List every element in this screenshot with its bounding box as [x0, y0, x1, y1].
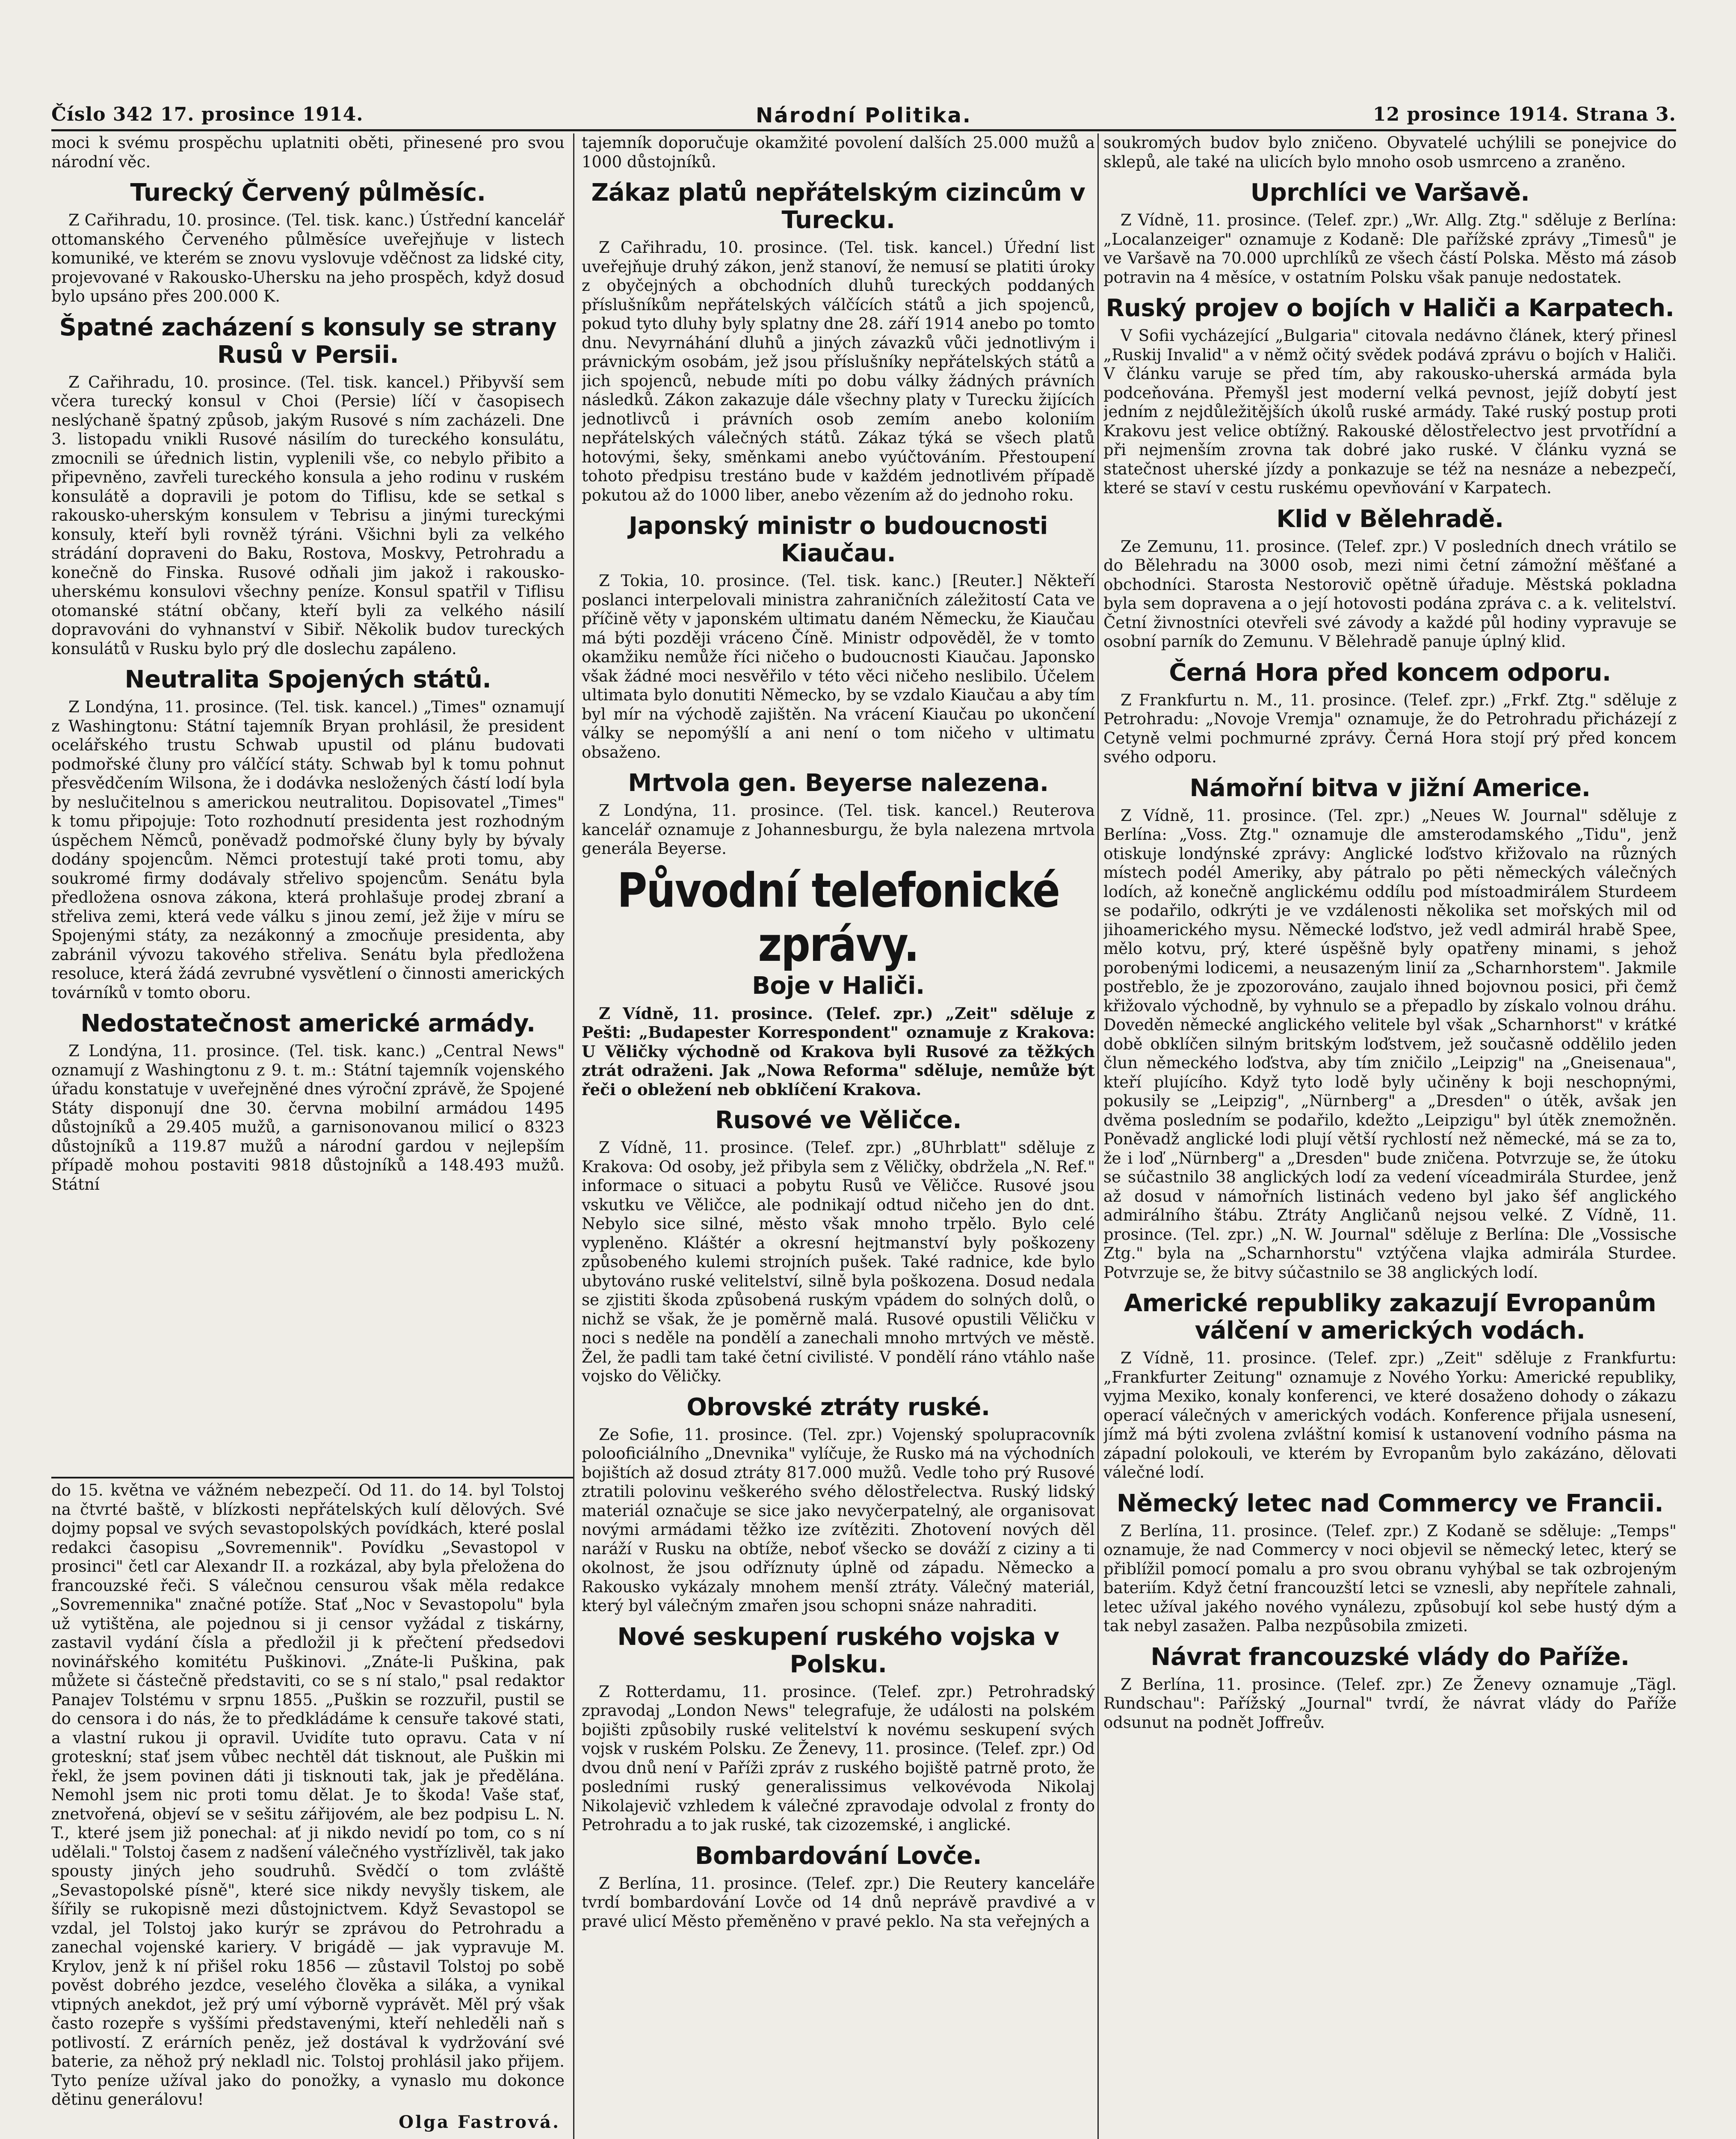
section-headline: Původní telefonické zprávy. — [617, 862, 1059, 972]
article-body: Z Cařihradu, 10. prosince. (Tel. tisk. kancel.) Úřední list uveřejňuje druhý zákon, jenž stanoví, že nemusí se platiti úroky z obyčejných a obchodních dluhů tureckých poddaných příslušníkům nepřátelských válčících států a jich spojenců, pokud tyto dluhy byly splatny dne 28. září 1914 anebo po tomto dnu. Nevyrnáhání dluhů a jiných závazků vůči jednotlivým i právnickým osobám, jež jsou příslušníky nepřátelských států a jich spojenců, nebude míti po dobu války žádných právních následků. Zákon zakazuje dále všechny platy v Turecku žijících jednotlivců i právních osob zemím anebo koloniím nepřátelských válečných států. Zákaz týká se všech platů hotovými, šeky, směnkami anebo vyúčtováním. Přestoupení tohoto předpisu trestáno bude v každém jednotlivém případě pokutou až do 1000 liber, anebo vězením až do jednoho roku. — [582, 238, 1095, 504]
article-body: Z Vídně, 11. prosince. (Telef. zpr.) „8Uhrblatt" sděluje z Krakova: Od osoby, jež přibyla sem z Věličky, obdržela „N. Ref." informace o situaci a pobytu Rusů ve Věličce. Rusové jsou vskutku ve Věličce, ale podnikají odtud ničeho jen do dnt. Nebylo sice silné, město však mnoho trpělo. Bylo celé vypleněno. Kláštér a okresní hejtmanství byly poškozeny způsobeného kulemi strojních pušek. Také radnice, kde bylo ubytováno ruské velitelství, silně byla poškozena. Dosud nedala se zjistiti škoda způsobená ruským vpádem do solných dolů, o nichž se však, že je poměrně malá. Rusové opustili Věličku v noci s neděle na pondělí a zanechali mnoho mrtvých ve městě. Žel, že padli tam také četní civilisté. V pondělí ráno vtáhlo naše vojsko do Věličky. — [582, 1138, 1095, 1385]
newspaper-title: Národní Politika. — [756, 104, 972, 127]
headline: Bombardování Lovče. — [695, 1842, 982, 1870]
article-body: Z Cařihradu, 10. prosince. (Tel. tisk. kanc.) Ústřední kancelář ottomanského Červeného půlměsíce uveřejňuje v listech komuniké, ve kterém se znovu vyslovuje vděčnost za lidské city, projevované v Rakousko-Uhersku na jeho prospěch, když dosud bylo upsáno přes 200.000 K. — [51, 211, 565, 305]
headline: Nedostatečnost americké armády. — [80, 1010, 535, 1037]
masthead-rule — [51, 129, 1676, 131]
column-2 — [582, 133, 1095, 2139]
headline: Nové seskupení ruského vojska v Polsku. — [617, 1623, 1059, 1678]
feuilleton — [51, 1481, 565, 2132]
page-date-number: 12 prosince 1914. Strana 3. — [1372, 104, 1676, 125]
article-body: Z Vídně, 11. prosince. (Telef. zpr.) „Zeit" sděluje z Frankfurtu: „Frankfurter Zeitung" oznamuje z Nového Yorku: Americké republiky, vyjma Mexiko, konaly konferenci, ve které dosaženo dohody o zákazu operací válečných v amerických vodách. Konference přijala usnesení, jímž má býti zvolena zvláštní komisí k ustanovení vodního pásma na západní polokouli, ve kterém by Evropanům bylo zakázáno, dělovati válečné lodí. — [1103, 1349, 1677, 1481]
headline: Boje v Haliči. — [752, 972, 925, 1000]
author-signature: Olga Fastrová. — [399, 2112, 560, 2132]
article-body: Z Berlína, 11. prosince. (Telef. zpr.) Z Kodaně se sděluje: „Temps" oznamuje, že nad Commercy v noci objevil se německý letec, který se přiblížil pomocí pomalu a pro svou obranu vyhýbal se tak ozbrojeným bateriím. Když četní francouzští letci se vznesli, aby nepřítele zahnali, letec užíval jakého nového vynálezu, způsobují kol sebe hustý dým a tak nebyl zasažen. Palba nezpůsobila zmizeti. — [1103, 1521, 1677, 1635]
column-divider — [1097, 133, 1099, 2139]
article-body: Z Vídně, 11. prosince. (Telef. zpr.) „Zeit" sděluje z Pešti: „Budapester Korrespondent" oznamuje z Krakova: U Věličky východně od Krakova byli Rusové za těžkých ztrát odraženi. Jak „Nowa Reforma" sděluje, nemůže být řeči o obležení neb obklíčení Krakova. — [582, 1004, 1095, 1099]
article-continuation: moci k svému prospěchu uplatniti oběti, přinesené pro svou národní věc. — [51, 133, 565, 171]
headline: Americké republiky zakazují Evropanům válčení v amerických vodách. — [1124, 1289, 1656, 1345]
article-body: Z Berlína, 11. prosince. (Telef. zpr.) Die Reutery kanceláře tvrdí bombardování Lovče od 14 dnů neprávě pravdivé a v pravé ulicí Město přeměněno v pravé peklo. Na sta veřejných a — [582, 1874, 1095, 1931]
column-3 — [1103, 133, 1677, 2139]
headline: Neutralita Spojených států. — [124, 666, 491, 693]
headline: Klid v Bělehradě. — [1276, 505, 1504, 533]
article-body: Ze Sofie, 11. prosince. (Tel. zpr.) Vojenský spolupracovník polooficiálního „Dnevnika" vylíčuje, že Rusko má na východních bojištích až dosud ztráty 817.000 mužů. Vedle toho prý Rusové ztratili polovinu veškerého svého dělostřelectva. Ruský lidský materiál označuje se sice jako nevyčerpatelný, ale organisovat novými armádami těžko ize zvítěziti. Zhotovení nových děl naráží v Rusku na obtíže, neboť všecko se dováží z ciziny a ti okolnost, že jsou odříznuty úplně od západu. Německo a Rakousko vykázaly mnohem menší ztráty. Válečný materiál, který byl válečným zmařen jsou schopni snáze nahraditi. — [582, 1425, 1095, 1615]
headline: Ruský projev o bojích v Haliči a Karpatech. — [1106, 294, 1674, 322]
masthead — [51, 102, 1676, 131]
article-body: Z Londýna, 11. prosince. (Tel. tisk. kanc.) „Central News" oznamují z Washingtonu z 9. t. m.: Státní tajemník vojenského úřadu konstatuje v uveřejněné dnes výroční zprávě, že Spojené Státy disponují dne 30. června mobilní armádou 1495 důstojníků a 29.405 mužů, a garnisonovanou milicí o 8323 důstojníků a 119.87 mužů a národní gardou v nejlepším případě mohou postaviti 9818 důstojníků a 148.493 mužů. Státní — [51, 1042, 565, 1194]
issue-number-date: Číslo 342 17. prosince 1914. — [51, 104, 364, 125]
column-1 — [51, 133, 565, 2139]
headline: Obrovské ztráty ruské. — [686, 1393, 990, 1421]
column-1-news — [51, 133, 565, 1472]
headline: Německý letec nad Commercy ve Francii. — [1116, 1489, 1664, 1517]
article-continuation: soukromých budov bylo zničeno. Obyvatelé uchýlili se ponejvice do sklepů, ale také na ulicích bylo mnoho osob usmrceno a zraněno. — [1103, 133, 1677, 171]
headline: Turecký Červený půlměsíc. — [130, 179, 486, 207]
article-body: Ze Zemunu, 11. prosince. (Telef. zpr.) V posledních dnech vrátilo se do Bělehradu na 3000 osob, mezi nimi četní zámožní měšťané a obchodníci. Starosta Nestorovič opětně úřaduje. Městská pokladna byla sem dopravena a o její hotovosti podána zpráva c. a k. velitelství. Četní živnostníci otevřeli své závody a každé půl hodiny vypravuje se osobní parník do Zemunu. V Bělehradě panuje úplný klid. — [1103, 537, 1677, 651]
column-divider — [573, 133, 574, 2139]
headline: Návrat francouzské vlády do Paříže. — [1150, 1643, 1630, 1671]
headline: Mrtvola gen. Beyerse nalezena. — [628, 769, 1049, 797]
article-body: Z Cařihradu, 10. prosince. (Tel. tisk. kancel.) Přibyvší sem včera turecký konsul v Choi (Persie) líčí v časopisech neslýchaně špatný způsob, jakým Rusové s ním zacházeli. Dne 3. listopadu vnikli Rusové násilím do tureckého konsulátu, zmocnili se úřednich listin, vyplenili vše, co nebylo přibito a připevněno, zavřeli tureckého konsula a jeho rodinu v ruském konsulátě a dopravili je potom do Tiflisu, kde se setkal s rakousko-uherským konsulem v Tebrisu a jinými tureckými konsuly, kteří byli rovněž týráni. Všichni byli za velkého strádání dopraveni do Baku, Rostova, Moskvy, Petrohradu a konečně do Finska. Rusové odňali jim jakož i rakousko-uherskému konsulovi všechny peníze. Konsul spatřil v Tiflisu otomanské státní občany, kteří byli za velkého násilí dopravováni do vyhnanství v Sibiř. Několik budov tureckých konsulátů v Rusku bylo prý dle doslechu zapáleno. — [51, 373, 565, 658]
headline: Japonský ministr o budoucnosti Kiaučau. — [629, 512, 1048, 567]
feuilleton-body: do 15. května ve vážném nebezpečí. Od 11. do 14. byl Tolstoj na čtvrté baště, v blízkosti nepřátelských kulí dělových. Své dojmy popsal ve svých sevastopolských povídkách, které poslal redakci časopisu „Sovremennik". Povídku „Sevastopol v prosinci" četl car Alexandr II. a rozkázal, aby byla přeložena do francouzské řeči. S válečnou censurou však měla redakce „Sovremennika" značné potíže. Stať „Noc v Sevastopolu" byla už vytištěna, ale pojednou si ji censor vyžádal z tiskárny, zastavil vydání čísla a předložil ji k přečtení předsedovi novinářského komitétu Puškinovi. „Znáte-li Puškina, pak můžete si částečně představiti, co se s ní stalo," psal redaktor Panajev Tolstému v srpnu 1855. „Puškin se rozzuřil, pustil se do censora i do nás, že to předkládáme k censuře takové stati, a vlastní rukou ji opravil. Uvidíte tuto opravu. Cata v ní groteskní; stať jsem vůbec nechtěl dát tisknout, ale Puškin mi řekl, že jsem povinen dáti ji tisknouti tak, jak je předělána. Nemohl jsem nic proti tomu dělat. Je to škoda! Vaše stať, znetvořená, objeví se v sešitu zářijovém, ale bez podpisu L. N. T., které jsem již ponechal: ať ji nikdo nevidí po tom, co s ní udělali." Tolstoj časem z nadšení válečného vystřízlivěl, tak jako spousty jiných jeho soudruhů. Svědčí o tom zvláště „Sevastopolské písně", které sice nikdy nevyšly tiskem, ale šířily se rukopisně mezi důstojnictvem. Když Sevastopol se vzdal, jel Tolstoj jako kurýr se zprávou do Petrohradu a zanechal vojenské kariery. V brigádě — jak vypravuje M. Krylov, jenž k ní přišel roku 1856 — zůstavil Tolstoj po sobě pověst dobrého jezdce, veselého člověka a siláka, a vynikal vtipných anekdot, jež prý umí výborně vyprávět. Měl prý však často rozepře s vyššími představenými, kteří nehleděli naň s potlivostí. Z erárních peněz, jež dostával k vydržování své baterie, za něhož prý nekladl nic. Tolstoj prohlásil jako přijem. Tyto peníze užíval jako do ponožky, a vynaslo mu dokonce dětinu generálovu! — [51, 1481, 565, 2109]
article-body: Z Frankfurtu n. M., 11. prosince. (Telef. zpr.) „Frkf. Ztg." sděluje z Petrohradu: „Novoje Vremja" oznamuje, že do Petrohradu přicházejí z Cetyně velmi pochmurné zprávy. Černá Hora stojí prý před koncem svého odporu. — [1103, 690, 1677, 766]
headline: Černá Hora před koncem odporu. — [1169, 658, 1611, 687]
article-body: Z Tokia, 10. prosince. (Tel. tisk. kanc.) [Reuter.] Někteří poslanci interpelovali ministra zahraničních záležitostí Cata ve příčině věty v japonském ultimatu daném Německu, že Kiaučau má býti později vráceno Číně. Ministr odpověděl, že v tomto okamžiku nemůže říci ničeho o budoucnosti Kiaučau. Japonsko však žádné moci nesvěřilo v této věci ničeho neslibilo. Účelem ultimata bylo donutiti Německo, by se vzdalo Kiaučau a aby tím byl mír na východě zajištěn. Na vrácení Kiaučau po ukončení války se nepomýšlí a ani není o tom ničeho v ultimatu obsaženo. — [582, 572, 1095, 761]
headline: Zákaz platů nepřátelským cizincům v Turecku. — [591, 179, 1085, 234]
article-body: Z Londýna, 11. prosince. (Tel. tisk. kancel.) „Times" oznamují z Washingtonu: Státní tajemník Bryan prohlásil, že president ocelářského trustu Schwab upustil od plánu budovati podmořské čluny pro válčící státy. Schwab byl k tomu pohnut přesvědčením Wilsona, že i dodávka nesložených částí lodí byla by neslučitelnou s americkou neutralitou. Dopisovatel „Times" k tomu připojuje: Toto rozhodnutí presidenta jest rozhodným úspěchem Němců, poněvadž podmořské čluny byly by bývaly dodány spojencům. Němci protestují také proti tomu, aby soukromé firmy dodávaly střelivo spojencům. Senátu byla předložena osnova zákona, která prohlašuje prodej zbraní a střeliva zemi, která vede válku s jinou zemí, jež žije v míru se Spojenými státy, za nezákonný a zmocňuje presidenta, aby zabránil vývozu takového střeliva. Senátu byla předložena resoluce, která žádá zevrubné vysvětlení o činnosti amerických továrníků v tomto oboru. — [51, 698, 565, 1002]
article-body: Z Rotterdamu, 11. prosince. (Telef. zpr.) Petrohradský zpravodaj „London News" telegrafuje, že události na polském bojišti způsobily ruské velitelství k novému seskupení svých vojsk v ruském Polsku. Ze Ženevy, 11. prosince. (Telef. zpr.) Od dvou dnů není v Paříži zpráv z ruského bojiště patrně proto, že posledními ruský generalissimus velkovévoda Nikolaj Nikolajevič vzhledem k válečné zpravodaje odvolal z fronty do Petrohradu a to jak ruské, tak cizozemské, i anglické. — [582, 1682, 1095, 1834]
article-body: Z Vídně, 11. prosince. (Tel. zpr.) „Neues W. Journal" sděluje z Berlína: „Voss. Ztg." oznamuje dle amsterodamského „Tidu", jenž otiskuje londýnské zprávy: Anglické loďstvo křižovalo na různých místech podél Ameriky, aby pátralo po pěti německých válečných lodích, až konečně anglickému oddílu pod místoadmirálem Sturdeem se podařilo, odkrýti je ve vzdálenosti několika set mořských mil od jihoamerického mysu. Německé loďstvo, jež vedl admirál hrabě Spee, mělo kotvu, prý, které úspěšně byly opatřeny minami, s jehož porobenými lodicemi, a neusazeným linií za „Scharnhorstem". Jakmile postřeblo, že je zpozorováno, zaujalo ihned bojovnou posici, při čemž křižovalo východně, by vyhnulo se a přepadlo by získalo volnou dráhu. Doveděn německé anglického velitele byl však „Scharnhorst" v krátké době obklíčen silným britským loďstvem, jež současně oddělilo jeden člun německého loďstva, aby tím zničilo „Leipzig" na „Gneisenaua", kteří plujícího. Když tyto lodě byly učiněny k boji neschopnými, pokusily se „Leipzig", „Nürnberg" a „Dresden" o útěk, avšak jen dvěma posledním se podařilo, kdežto „Leipzigu" byl útěk znemožněn. Poněvadž anglické lodi plují větší rychlostí než německé, má se za to, že i loď „Nürnberg" a „Dresden" bude zničena. Potvrzuje se, že útoku se súčastnilo 38 anglických lodí za vedení víceadmirála Sturdee, jenž až dosud v námořních listinách vedeno byl jako šéf anglického admirálního štábu. Ztráty Angličanů nejsou velké. Z Vídně, 11. prosince. (Tel. zpr.) „N. W. Journal" sděluje z Berlína: Dle „Vossische Ztg." byla na „Scharnhorstu" vztýčena vlajka admirála Sturdee. Potvrzuje se, že bitvy súčastnilo se 38 anglických lodí. — [1103, 806, 1677, 1282]
article-continuation: tajemník doporučuje okamžité povolení dalších 25.000 mužů a 1000 důstojníků. — [582, 133, 1095, 171]
headline: Uprchlíci ve Varšavě. — [1250, 179, 1530, 207]
headline: Rusové ve Věličce. — [715, 1106, 962, 1134]
article-body: Z Vídně, 11. prosince. (Telef. zpr.) „Wr. Allg. Ztg." sděluje z Berlína: „Localanzeiger" oznamuje z Kodaně: Dle pařížské zprávy „Timesů" je ve Varšavě na 70.000 uprchlíků ze všech částí Polska. Město má zásob potravin na 4 měsíce, v ostatním Polsku však panuje nedostatek. — [1103, 211, 1677, 287]
headline: Námořní bitva v jižní Americe. — [1189, 774, 1591, 802]
article-body: Z Berlína, 11. prosince. (Telef. zpr.) Ze Ženevy oznamuje „Tägl. Rundschau": Pařížský „Journal" tvrdí, že návrat vlády do Paříže odsunut na podnět Joffreův. — [1103, 1675, 1677, 1732]
article-body: Z Londýna, 11. prosince. (Tel. tisk. kancel.) Reuterova kancelář oznamuje z Johannesburgu, že byla nalezena mrtvola generála Beyerse. — [582, 801, 1095, 858]
headline: Špatné zacházení s konsuly se strany Rusů v Persii. — [59, 313, 557, 369]
article-body: V Sofii vycházející „Bulgaria" citovala nedávno článek, který přinesl „Ruskij Invalid" a v němž očitý svědek podává zprávu o bojích v Haliči. V článku varuje se před tím, aby rakousko-uherská armáda byla podceňována. Přemyšl jest moderní velká pevnost, jejíž dobytí jest jedním z nejdůležitějších úkolů ruské armády. Také ruský postup proti Krakovu jest velice obtížný. Rakouské dělostřelectvo jest prvotřídní a při nejmenším zrovna tak dobré jako ruské. V článku vyzná se statečnost uherské jízdy a ponkazuje se též na nesnáze a nebezpečí, které se staví v cestu ruskému opevňování v Karpatech. — [1103, 326, 1677, 497]
